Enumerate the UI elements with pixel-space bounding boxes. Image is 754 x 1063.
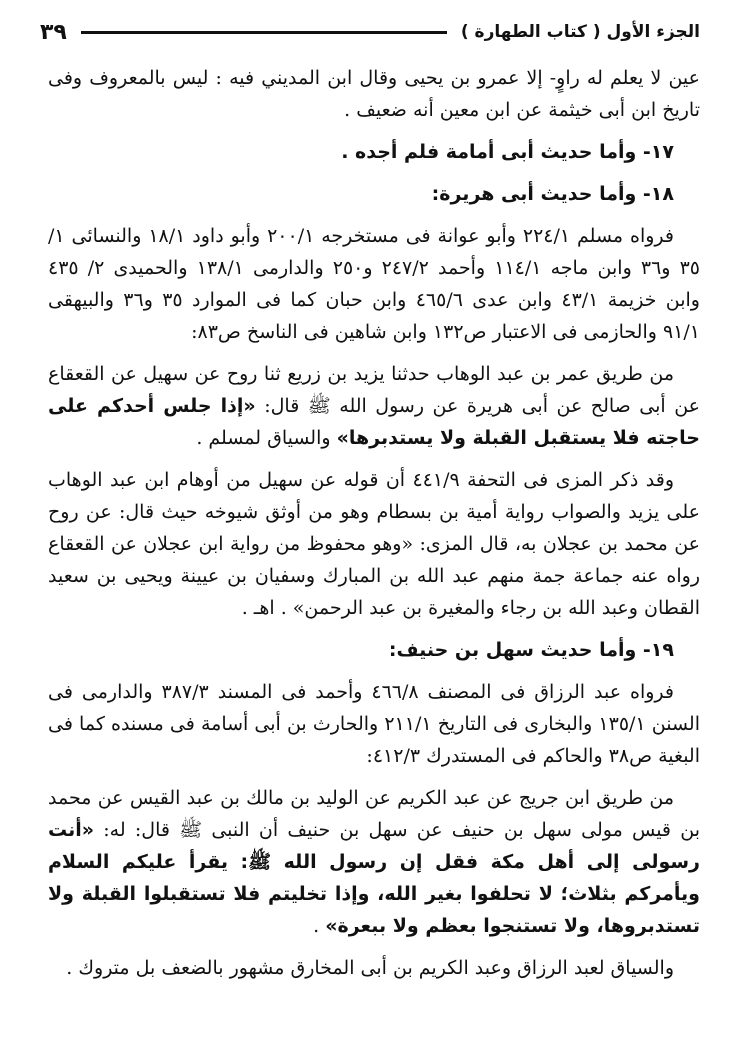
mizzi-text: وقد ذكر المزى فى التحفة ٤٤١/٩ أن قوله عن سهيل من أوهام ابن عبد الوهاب على يزيد والصواب رواية أمية بن بسطام وهو من أوثق شيوخه حيث قال: عن روح عن محمد بن عجلان به، قال المزى: <box>48 469 700 555</box>
paragraph-chain-18 <box>48 358 700 454</box>
header-rule <box>81 31 447 34</box>
paragraph-chain-19 <box>48 782 700 942</box>
running-title: الجزء الأول ( كتاب الطهارة ) <box>460 22 700 42</box>
paragraph-sources-19: فرواه عبد الرزاق فى المصنف ٤٦٦/٨ وأحمد فى المسند ٣٨٧/٣ والدارمى فى السنن ١٣٥/١ والبخارى فى التاريخ ٢١١/١ والحارث بن أبى أسامة فى مسنده كما فى البغية ص٣٨ والحاكم فى المستدرك ٤١٢/٣: <box>48 681 700 767</box>
heading-hadith-19: ١٩- وأما حديث سهل بن حنيف: <box>388 639 674 661</box>
chain-text-19: من طريق ابن جريج عن عبد الكريم عن الوليد بن مالك بن عبد القيس عن محمد بن قيس مولى سهل بن حنيف عن سهل بن حنيف أن النبى ﷺ قال: له: <box>48 787 700 841</box>
paragraph-mizzi-note <box>48 464 700 624</box>
mizzi-quote: «وهو محفوظ من رواية ابن عجلان عن القعقاع رواه عنه جماعة جمة منهم عبد الله بن المبارك وسفيان بن عيينة ويحيى بن سعيد القطان وعبد الله بن رجاء والمغيرة بن عبد الرحمن» <box>48 533 700 619</box>
hadith-text-19: «أنت رسولى إلى أهل مكة فقل إن رسول الله ﷺ: يقرأ عليكم السلام ويأمركم بثلاث؛ لا تحلفوا بغير الله، وإذا تخليتم فلا تستقبلوا القبلة ولا تستدبروها، ولا تستنجوا بعظم ولا ببعرة» <box>48 819 700 937</box>
page-body <box>48 62 700 994</box>
heading-hadith-17: ١٧- وأما حديث أبى أمامة فلم أجده . <box>341 141 674 163</box>
page-number: ٣٩ <box>40 19 67 45</box>
hadith-text-18: «إذا جلس أحدكم على حاجته فلا يستقبل القبلة ولا يستدبرها» <box>48 395 700 449</box>
paragraph-continuation: عين لا يعلم له راوٍ- إلا عمرو بن يحيى وقال ابن المديني فيه : ليس بالمعروف وفى تاريخ ابن أبى خيثمة عن ابن معين أنه ضعيف . <box>48 67 700 121</box>
paragraph-sources-18: فرواه مسلم ٢٢٤/١ وأبو عوانة فى مستخرجه ٢٠٠/١ وأبو داود ١٨/١ والنسائى ١/ ٣٥ و٣٦ وابن ماجه ١١٤/١ وأحمد ٢٤٧/٢ و٢٥٠ والدارمى ١٣٨/١ والحميدى ٢/ ٤٣٥ وابن خزيمة ٤٣/١ وابن عدى ٤٦٥/٦ وابن حبان كما فى الموارد ٣٥ و٣٦ والبيهقى ٩١/١ والحازمى فى الاعتبار ص١٣٢ وابن شاهين فى الناسخ ص٨٣: <box>48 225 700 343</box>
chain-end-19: . <box>313 915 326 937</box>
chain-text: من طريق عمر بن عبد الوهاب حدثنا يزيد بن زريع ثنا روح عن سهيل عن القعقاع عن أبى صالح عن أبى هريرة عن رسول الله ﷺ قال: <box>48 363 700 417</box>
heading-hadith-18: ١٨- وأما حديث أبى هريرة: <box>431 183 674 205</box>
chain-note: والسياق لمسلم . <box>196 427 337 449</box>
paragraph-closing-note: والسياق لعبد الرزاق وعبد الكريم بن أبى المخارق مشهور بالضعف بل متروك . <box>66 957 674 979</box>
mizzi-end: . اهـ . <box>241 597 293 619</box>
page-header <box>40 14 700 50</box>
